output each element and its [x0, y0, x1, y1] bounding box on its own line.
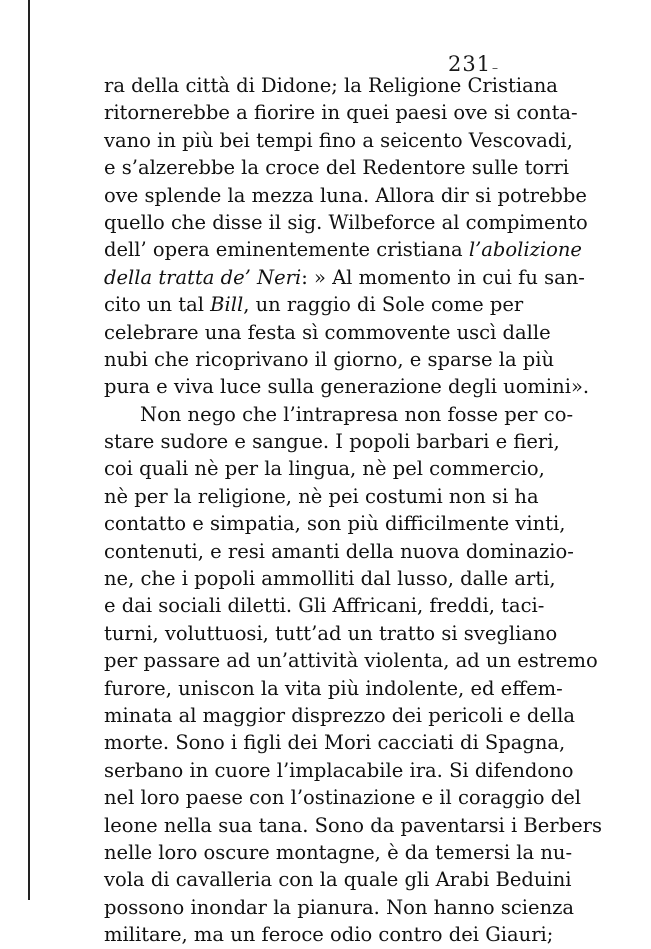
text-line: [104, 428, 560, 455]
text-segment: : » Al momento in cui fu san-: [301, 265, 585, 289]
text-line: [104, 264, 585, 291]
text-segment: per passare ad un’attività violenta, ad un estremo: [104, 649, 598, 673]
text-line: [104, 729, 566, 756]
text-line: [104, 291, 524, 318]
text-segment: Non nego che l’intrapresa non fosse per co-: [140, 402, 574, 426]
text-line: [104, 565, 556, 592]
text-line: [104, 401, 574, 428]
text-segment: e dai sociali diletti. Gli Affricani, freddi, taci-: [104, 594, 545, 618]
italic-text-segment: Bill: [210, 293, 244, 317]
text-segment: serbano in cuore l’implacabile ira. Si difendono: [104, 758, 574, 782]
text-segment: quello che disse il sig. Wilbeforce al compimento: [104, 210, 588, 234]
text-line: [104, 675, 563, 702]
text-segment: nel loro paese con l’ostinazione e il coraggio del: [104, 786, 581, 810]
text-segment: dell’ opera eminentemente cristiana: [104, 238, 469, 262]
text-segment: possono inondar la pianura. Non hanno scienza: [104, 895, 575, 919]
text-segment: vola di cavalleria con la quale gli Arabi Beduini: [104, 868, 572, 892]
text-segment: celebrare una festa sì commovente uscì dalle: [104, 320, 551, 344]
text-line: [104, 647, 598, 674]
text-segment: ritornerebbe a fiorire in quei paesi ove si conta-: [104, 101, 578, 125]
italic-text-segment: l’abolizione: [468, 238, 582, 262]
text-segment: minata al maggior disprezzo dei pericoli e della: [104, 703, 575, 727]
text-line: [104, 99, 578, 126]
text-segment: nelle loro oscure montagne, è da temersi la nu-: [104, 840, 573, 864]
text-segment: ne, che i popoli ammolliti dal lusso, dalle arti,: [104, 567, 556, 591]
text-segment: militare, ma un feroce odio contro dei Giauri;: [104, 923, 554, 947]
text-line: [104, 209, 588, 236]
text-line: [104, 319, 551, 346]
text-line: [104, 483, 539, 510]
text-line: [104, 757, 574, 784]
text-line: [104, 702, 575, 729]
text-segment: pura e viva luce sulla generazione degli uomini».: [104, 375, 590, 399]
text-line: [104, 866, 572, 893]
text-segment: nè per la religione, nè pei costumi non si ha: [104, 484, 539, 508]
text-segment: coi quali nè per la lingua, nè pel commercio,: [104, 457, 545, 481]
text-segment: nubi che ricoprivano il giorno, e sparse la più: [104, 347, 555, 371]
text-line: [104, 236, 582, 263]
binding-edge: [28, 0, 30, 900]
text-line: [104, 455, 545, 482]
page-number: 231: [448, 52, 492, 76]
text-segment: cito un tal: [104, 293, 211, 317]
text-line: [104, 894, 575, 921]
header-dash: –: [492, 61, 498, 75]
text-segment: turni, voluttuosi, tutt’ad un tratto si svegliano: [104, 621, 558, 645]
text-line: [104, 346, 555, 373]
text-line: [104, 538, 574, 565]
text-line: [104, 921, 554, 948]
text-line: [104, 510, 566, 537]
italic-text-segment: della tratta de’ Neri: [104, 265, 302, 289]
text-segment: contenuti, e resi amanti della nuova dominazio-: [104, 539, 574, 563]
text-line: [104, 72, 558, 99]
text-line: [104, 620, 558, 647]
text-segment: e s’alzerebbe la croce del Redentore sulle torri: [104, 156, 570, 180]
text-line: [104, 592, 545, 619]
body-text: [104, 72, 602, 949]
text-segment: ove splende la mezza luna. Allora dir si potrebbe: [104, 183, 587, 207]
text-line: [104, 127, 573, 154]
text-segment: leone nella sua tana. Sono da paventarsi i Berbers: [104, 813, 602, 837]
text-segment: , un raggio di Sole come per: [243, 293, 524, 317]
text-segment: contatto e simpatia, son più difficilmente vinti,: [104, 512, 566, 536]
text-segment: vano in più bei tempi fino a seicento Vescovadi,: [104, 128, 573, 152]
text-segment: morte. Sono i figli dei Mori cacciati di Spagna,: [104, 731, 566, 755]
text-line: [104, 373, 590, 400]
text-line: [104, 812, 602, 839]
text-segment: furore, uniscon la vita più indolente, ed effem-: [104, 676, 563, 700]
text-segment: stare sudore e sangue. I popoli barbari e fieri,: [104, 430, 560, 454]
text-line: [104, 154, 570, 181]
text-line: [104, 839, 573, 866]
text-segment: ra della città di Didone; la Religione Cristiana: [104, 74, 558, 97]
text-line: [104, 784, 581, 811]
text-line: [104, 182, 587, 209]
